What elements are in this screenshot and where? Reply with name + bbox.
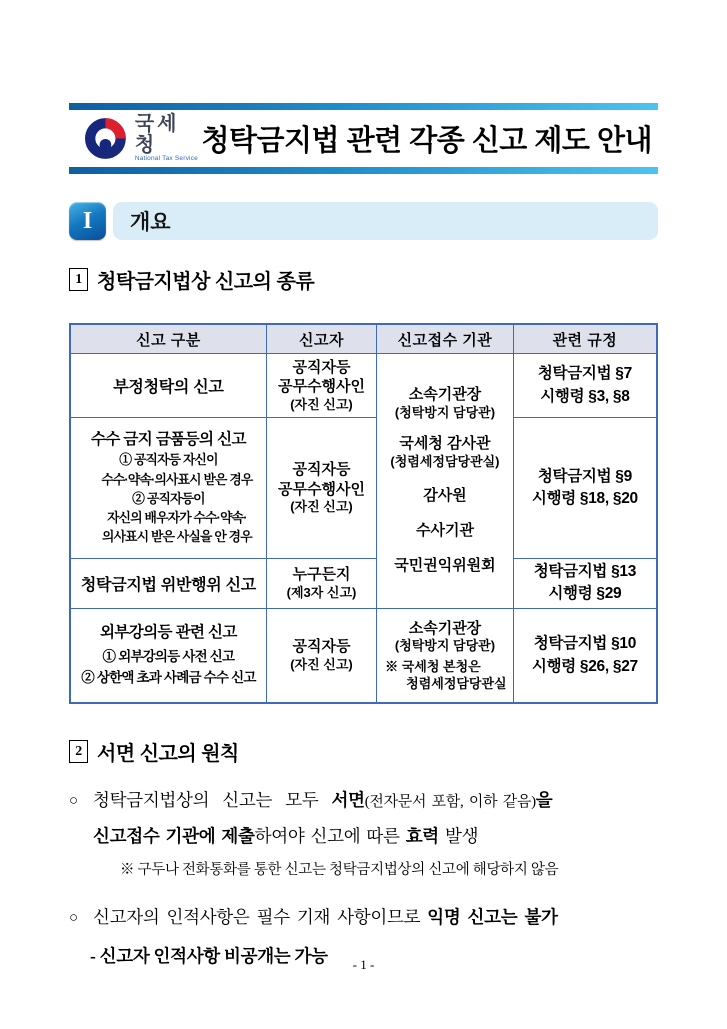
table-row [70,559,657,609]
col-header-category: 신고 구분 [70,324,266,354]
cell-category: 외부강의등 관련 신고 ① 외부강의등 사전 신고 ② 상한액 초과 사례금 수수 신고 [70,608,266,703]
cell-category: 부정청탁의 신고 [70,354,266,418]
col-header-regulation: 관련 규정 [513,324,657,354]
circle-bullet-icon: ○ [69,910,79,927]
header-bottom-bar [69,167,658,174]
table-header-row [70,324,657,354]
section-title-bar: 개요 [113,202,658,240]
circle-bullet-icon: ○ [69,793,79,810]
subsection-1-number: 1 [69,268,88,291]
sub-item-nondisclosure: - 신고자 인적사항 비공개는 가능 [90,946,328,967]
cell-regulation: 청탁금지법 §13 시행령 §29 [513,559,657,609]
table-row [70,418,657,559]
cell-regulation: 청탁금지법 §7 시행령 §3, §8 [513,354,657,418]
document-title: 청탁금지법 관련 각종 신고 제도 안내 [201,125,652,157]
agency-subtitle: National Tax Service [134,155,198,163]
cell-agency: 소속기관장 (청탁방지 담당관) ※ 국세청 본청은 청렴세정담당관실 [377,608,514,703]
cell-category: 청탁금지법 위반행위 신고 [70,559,266,609]
cell-regulation: 청탁금지법 §10 시행령 §26, §27 [513,608,657,703]
nts-taegeuk-icon [83,116,128,161]
subsection-2-number: 2 [69,740,88,763]
cell-regulation: 청탁금지법 §9 시행령 §18, §20 [513,418,657,559]
principles-section [69,787,658,968]
nts-logo [83,114,202,163]
report-types-table [69,323,658,704]
cell-category: 수수 금지 금품등의 신고 ① 공직자등 자신이 수수·약속·의사표시 받은 경우 ② 공직자등이 자신의 배우자가 수수·약속· 의사표시 받은 사실을 안 경우 [70,418,266,559]
cell-reporter: 공직자등 공무수행사인 (자진 신고) [266,418,376,559]
cell-reporter: 공직자등 공무수행사인 (자진 신고) [266,354,376,418]
bullet-written-report: ○ 청탁금지법상의 신고는 모두 서면(전자문서 포함, 이하 같음)을 신고접수 기관에 제출하여야 신고에 따른 효력 발생 [69,787,658,849]
page-number: - 1 - [352,957,375,972]
col-header-agency: 신고접수 기관 [377,324,514,354]
section-overview-header [69,202,658,240]
cell-agency-merged: 소속기관장 (청탁방지 담당관) 국세청 감사관 (청렴세정담당관실) 감사원 수사기관 국민권익위원회 [377,354,514,609]
section-numeral-badge: I [69,202,106,240]
col-header-reporter: 신고자 [266,324,376,354]
bullet-identity-required: ○ 신고자의 인적사항은 필수 기재 사항이므로 익명 신고는 불가 [69,904,658,930]
cell-reporter: 누구든지 (제3자 신고) [266,559,376,609]
table-row [70,354,657,418]
table-row [70,608,657,703]
document-header [69,103,658,174]
note-oral-report: ※ 구두나 전화통화를 통한 신고는 청탁금지법상의 신고에 해당하지 않음 [120,862,559,879]
agency-name: 국세청 [134,113,180,157]
subsection-1-heading [69,265,658,294]
header-top-bar [69,103,658,110]
cell-reporter: 공직자등 (자진 신고) [266,608,376,703]
subsection-2-title: 서면 신고의 원칙 [97,743,239,766]
subsection-1-title: 청탁금지법상 신고의 종류 [97,271,315,293]
subsection-2-heading [69,737,658,766]
